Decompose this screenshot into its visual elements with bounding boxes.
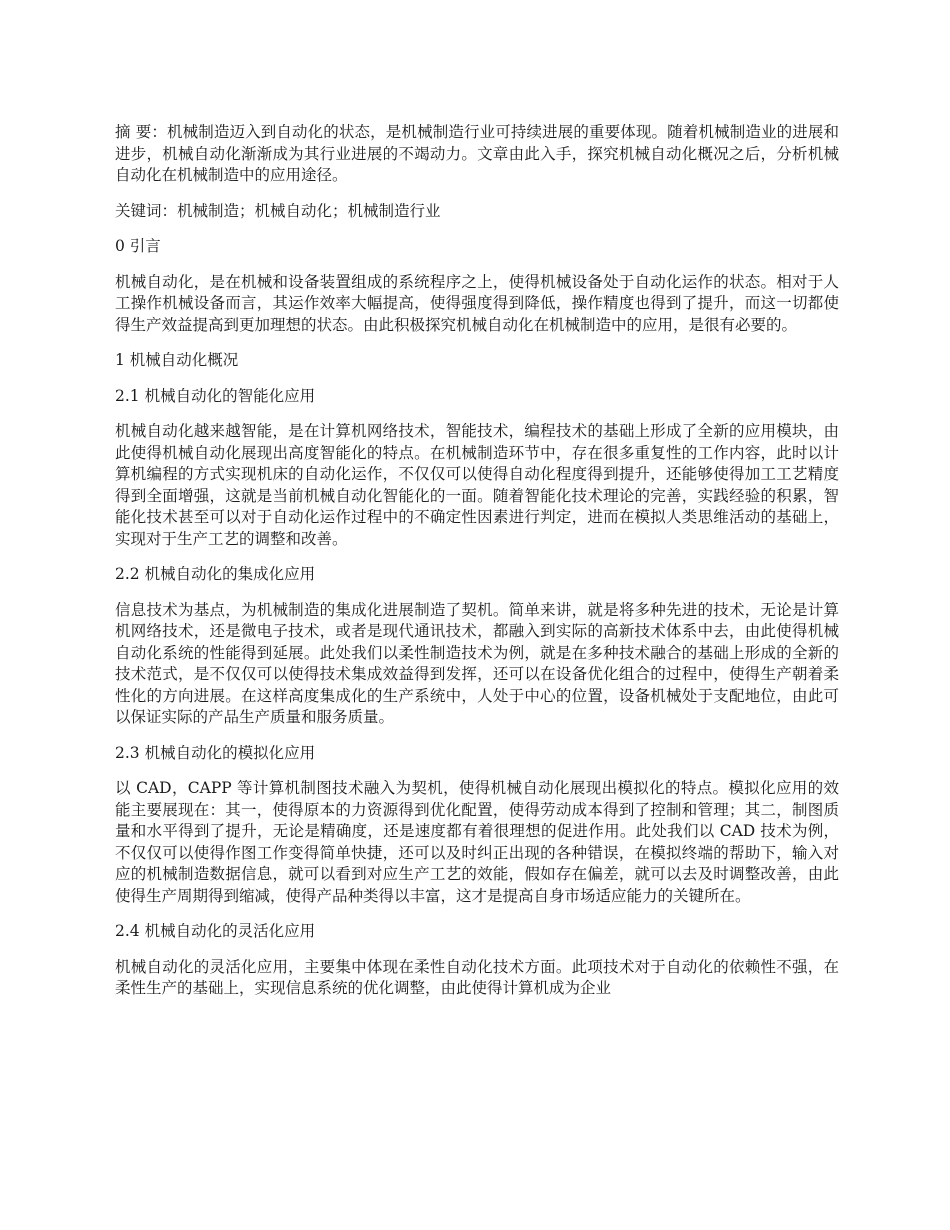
section-body-simulation: 以 CAD，CAPP 等计算机制图技术融入为契机，使得机械自动化展现出模拟化的特点。模拟化应用的效能主要展现在：其一，使得原本的力资源得到优化配置，使得劳动成本得到了控制和管理；其二，制图质量和水平得到了提升，无论是精确度，还是速度都有着很理想的促进作用。此处我们以 CAD 技术为例，不仅仅可以使得作图工作变得简单快捷，还可以及时纠正出现的各种错误，在模拟终端的帮助下，输入对应的机械制造数据信息，就可以看到对应生产工艺的效能，假如存在偏差，就可以去及时调整改善，由此使得生产周期得到缩减，使得产品种类得以丰富，这才是提高自身市场适应能力的关键所在。 — [115, 779, 839, 905]
abstract-paragraph: 摘 要：机械制造迈入到自动化的状态，是机械制造行业可持续进展的重要体现。随着机械制造业的进展和进步，机械自动化渐渐成为其行业进展的不竭动力。文章由此入手，探究机械自动化概况之后，分析机械自动化在机械制造中的应用途径。 — [115, 123, 839, 184]
section-body-intro: 机械自动化，是在机械和设备装置组成的系统程序之上，使得机械设备处于自动化运作的状态。相对于人工操作机械设备而言，其运作效率大幅提高，使得强度得到降低，操作精度也得到了提升，而这一切都使得生产效益提高到更加理想的状态。由此积极探究机械自动化在机械制造中的应用，是很有必要的。 — [115, 272, 839, 334]
section-heading-intelligent: 2.1 机械自动化的智能化应用 — [115, 386, 316, 405]
section-body-flexible: 机械自动化的灵活化应用，主要集中体现在柔性自动化技术方面。此项技术对于自动化的依赖性不强，在柔性生产的基础上，实现信息系统的优化调整，由此使得计算机成为企业 — [115, 957, 839, 997]
section-body-integrated: 信息技术为基点，为机械制造的集成化进展制造了契机。简单来讲，就是将多种先进的技术，无论是计算机网络技术，还是微电子技术，或者是现代通讯技术，都融入到实际的高新技术体系中去，由此使得机械自动化系统的性能得到延展。此处我们以柔性制造技术为例，就是在多种技术融合的基础上形成的全新的技术范式，是不仅仅可以使得技术集成效益得到发挥，还可以在设备优化组合的过程中，使得生产朝着柔性化的方向进展。在这样高度集成化的生产系统中，人处于中心的位置，设备机械处于支配地位，由此可以保证实际的产品生产质量和服务质量。 — [115, 600, 839, 726]
section-heading-integrated: 2.2 机械自动化的集成化应用 — [115, 565, 316, 583]
keywords-line: 关键词：机械制造；机械自动化；机械制造行业 — [115, 201, 441, 220]
section-heading-intro: 0 引言 — [115, 237, 161, 255]
section-heading-flexible: 2.4 机械自动化的灵活化应用 — [115, 922, 316, 940]
section-heading-overview: 1 机械自动化概况 — [115, 351, 239, 369]
document-page — [115, 122, 839, 1014]
section-body-intelligent: 机械自动化越来越智能，是在计算机网络技术，智能技术，编程技术的基础上形成了全新的应用模块，由此使得机械自动化展现出高度智能化的特点。在机械制造环节中，存在很多重复性的工作内容，此时以计算机编程的方式实现机床的自动化运作，不仅仅可以使得自动化程度得到提升，还能够使得加工工艺精度得到全面增强，这就是当前机械自动化智能化的一面。随着智能化技术理论的完善，实践经验的积累，智能化技术甚至可以对于自动化运作过程中的不确定性因素进行判定，进而在模拟人类思维活动的基础上，实现对于生产工艺的调整和改善。 — [115, 422, 839, 548]
section-heading-simulation: 2.3 机械自动化的模拟化应用 — [115, 743, 316, 762]
